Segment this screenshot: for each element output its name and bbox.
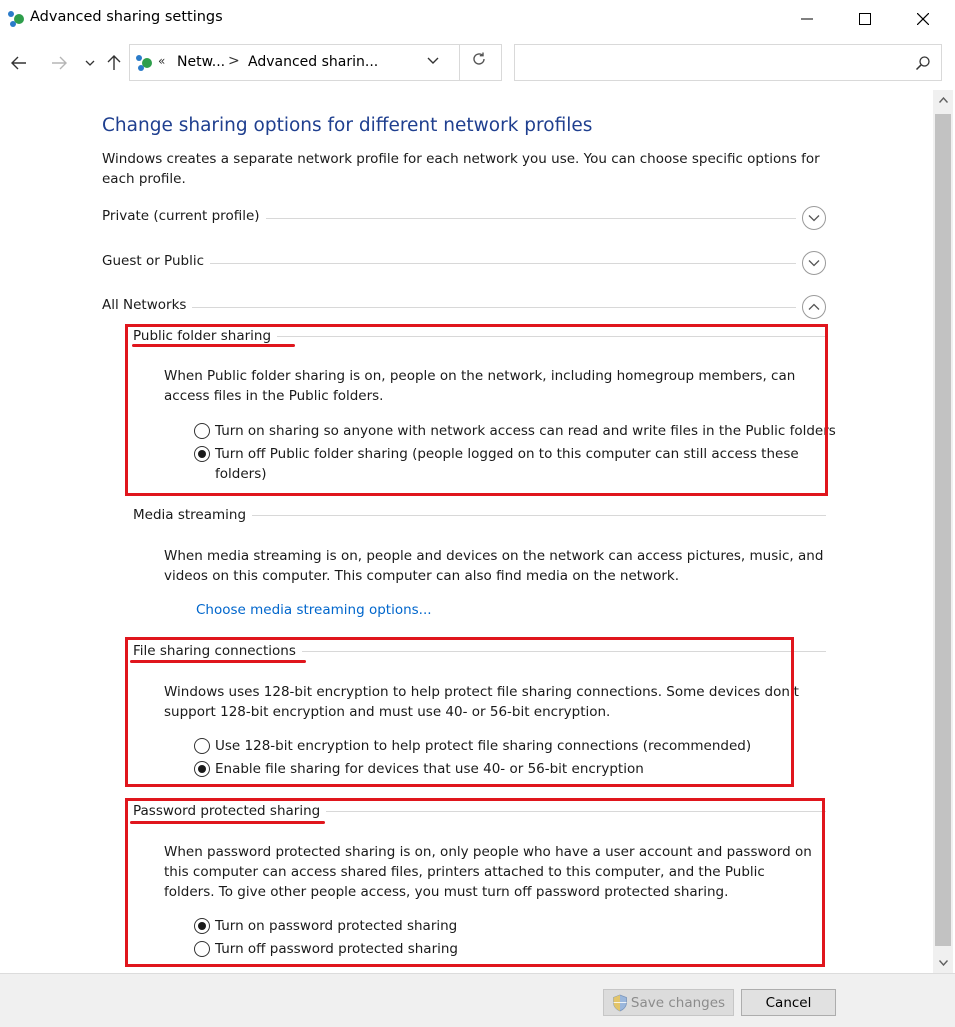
radio-label[interactable]: Turn on sharing so anyone with network access can read and write files in the Public folders [215, 423, 836, 439]
breadcrumb-overflow[interactable]: « [158, 54, 166, 68]
annotation-underline [130, 821, 325, 824]
profile-label[interactable]: Guest or Public [102, 253, 210, 269]
address-divider [459, 45, 460, 80]
up-button[interactable] [102, 51, 126, 75]
scroll-down-icon [939, 960, 948, 966]
scroll-down-button[interactable] [933, 953, 953, 973]
annotation-box-public-folder [125, 324, 828, 496]
title-bar [0, 0, 955, 38]
public-folder-description: When Public folder sharing is on, people on the network, including homegroup members, can access files in the Public folders. [164, 368, 796, 404]
scrollbar-thumb[interactable] [935, 114, 951, 946]
annotation-underline [132, 344, 295, 347]
address-dropdown-button[interactable] [427, 54, 439, 69]
minimize-button[interactable] [778, 0, 836, 38]
vertical-scrollbar[interactable] [933, 90, 953, 973]
scroll-up-icon [939, 97, 948, 103]
file-sharing-description: Windows uses 128-bit encryption to help protect file sharing connections. Some devices don't support 128-bit encryption and must use 40- or 56-bit encryption. [164, 684, 799, 720]
cancel-label[interactable]: Cancel [765, 994, 812, 1011]
navigation-bar [0, 38, 955, 88]
profile-label[interactable]: Private (current profile) [102, 208, 266, 224]
refresh-button[interactable] [471, 51, 487, 72]
network-icon [6, 9, 26, 29]
section-title-file-sharing: File sharing connections [133, 643, 302, 659]
password-sharing-description: When password protected sharing is on, only people who have a user account and password on this computer can access shared files, printers attached to this computer, and the Public folders. To give other people access, you must turn off password protected sharing. [164, 844, 812, 900]
breadcrumb-advanced-sharing[interactable]: Advanced sharin... [248, 54, 379, 70]
profile-guest-public[interactable] [102, 251, 826, 275]
annotation-underline [130, 660, 306, 663]
chevron-up-icon [808, 303, 820, 311]
chevron-down-icon [85, 59, 95, 67]
footer-bar [0, 973, 955, 1027]
save-changes-label[interactable]: Save changes [630, 994, 726, 1011]
media-streaming-options-link[interactable]: Choose media streaming options... [196, 602, 432, 618]
scroll-up-button[interactable] [933, 90, 953, 110]
back-arrow-icon [11, 56, 27, 70]
uac-shield-icon [612, 994, 628, 1012]
section-title-public-folder: Public folder sharing [133, 328, 277, 344]
expand-private-button[interactable] [802, 206, 826, 230]
minimize-icon [801, 13, 813, 25]
expand-guest-public-button[interactable] [802, 251, 826, 275]
profile-private[interactable] [102, 206, 826, 230]
media-streaming-description: When media streaming is on, people and devices on the network can access pictures, music, and videos on this computer. This computer can also find media on the network. [164, 548, 824, 584]
close-icon [917, 13, 929, 25]
close-button[interactable] [894, 0, 952, 38]
breadcrumb-network[interactable]: Netw... [177, 54, 226, 70]
network-icon [134, 53, 154, 73]
cancel-button[interactable] [741, 989, 836, 1016]
refresh-icon [471, 51, 487, 67]
profile-all-networks[interactable] [102, 295, 826, 319]
search-input[interactable] [514, 44, 942, 81]
page-title: Change sharing options for different network profiles [102, 115, 593, 136]
back-button[interactable] [7, 51, 31, 75]
maximize-icon [859, 13, 871, 25]
section-title-password-sharing: Password protected sharing [133, 803, 326, 819]
forward-button[interactable] [47, 51, 71, 75]
chevron-down-icon [427, 57, 439, 65]
page-intro: Windows creates a separate network profile for each network you use. You can choose specific options for each profile. [102, 151, 820, 187]
maximize-button[interactable] [836, 0, 894, 38]
radio-label[interactable]: Turn off password protected sharing [215, 941, 458, 957]
chevron-down-icon [808, 214, 820, 222]
address-bar[interactable] [129, 44, 502, 81]
forward-arrow-icon [51, 56, 67, 70]
radio-label-line[interactable]: Turn off Public folder sharing (people logged on to this computer can still access these [215, 446, 799, 462]
search-icon [915, 55, 931, 71]
radio-label[interactable]: Turn on password protected sharing [215, 918, 458, 934]
collapse-all-networks-button[interactable] [802, 295, 826, 319]
radio-label[interactable]: Use 128-bit encryption to help protect file sharing connections (recommended) [215, 738, 752, 754]
breadcrumb-separator[interactable]: > [228, 53, 240, 69]
divider [102, 307, 796, 308]
save-changes-button[interactable] [603, 989, 734, 1016]
section-title-media-streaming: Media streaming [133, 507, 252, 523]
up-arrow-icon [107, 55, 121, 71]
window-title: Advanced sharing settings [30, 9, 223, 25]
chevron-down-icon [808, 259, 820, 267]
radio-label[interactable]: Enable file sharing for devices that use 40- or 56-bit encryption [215, 761, 644, 777]
recent-locations-button[interactable] [78, 51, 102, 75]
profile-label[interactable]: All Networks [102, 297, 192, 313]
radio-label-line[interactable]: folders) [215, 466, 267, 482]
